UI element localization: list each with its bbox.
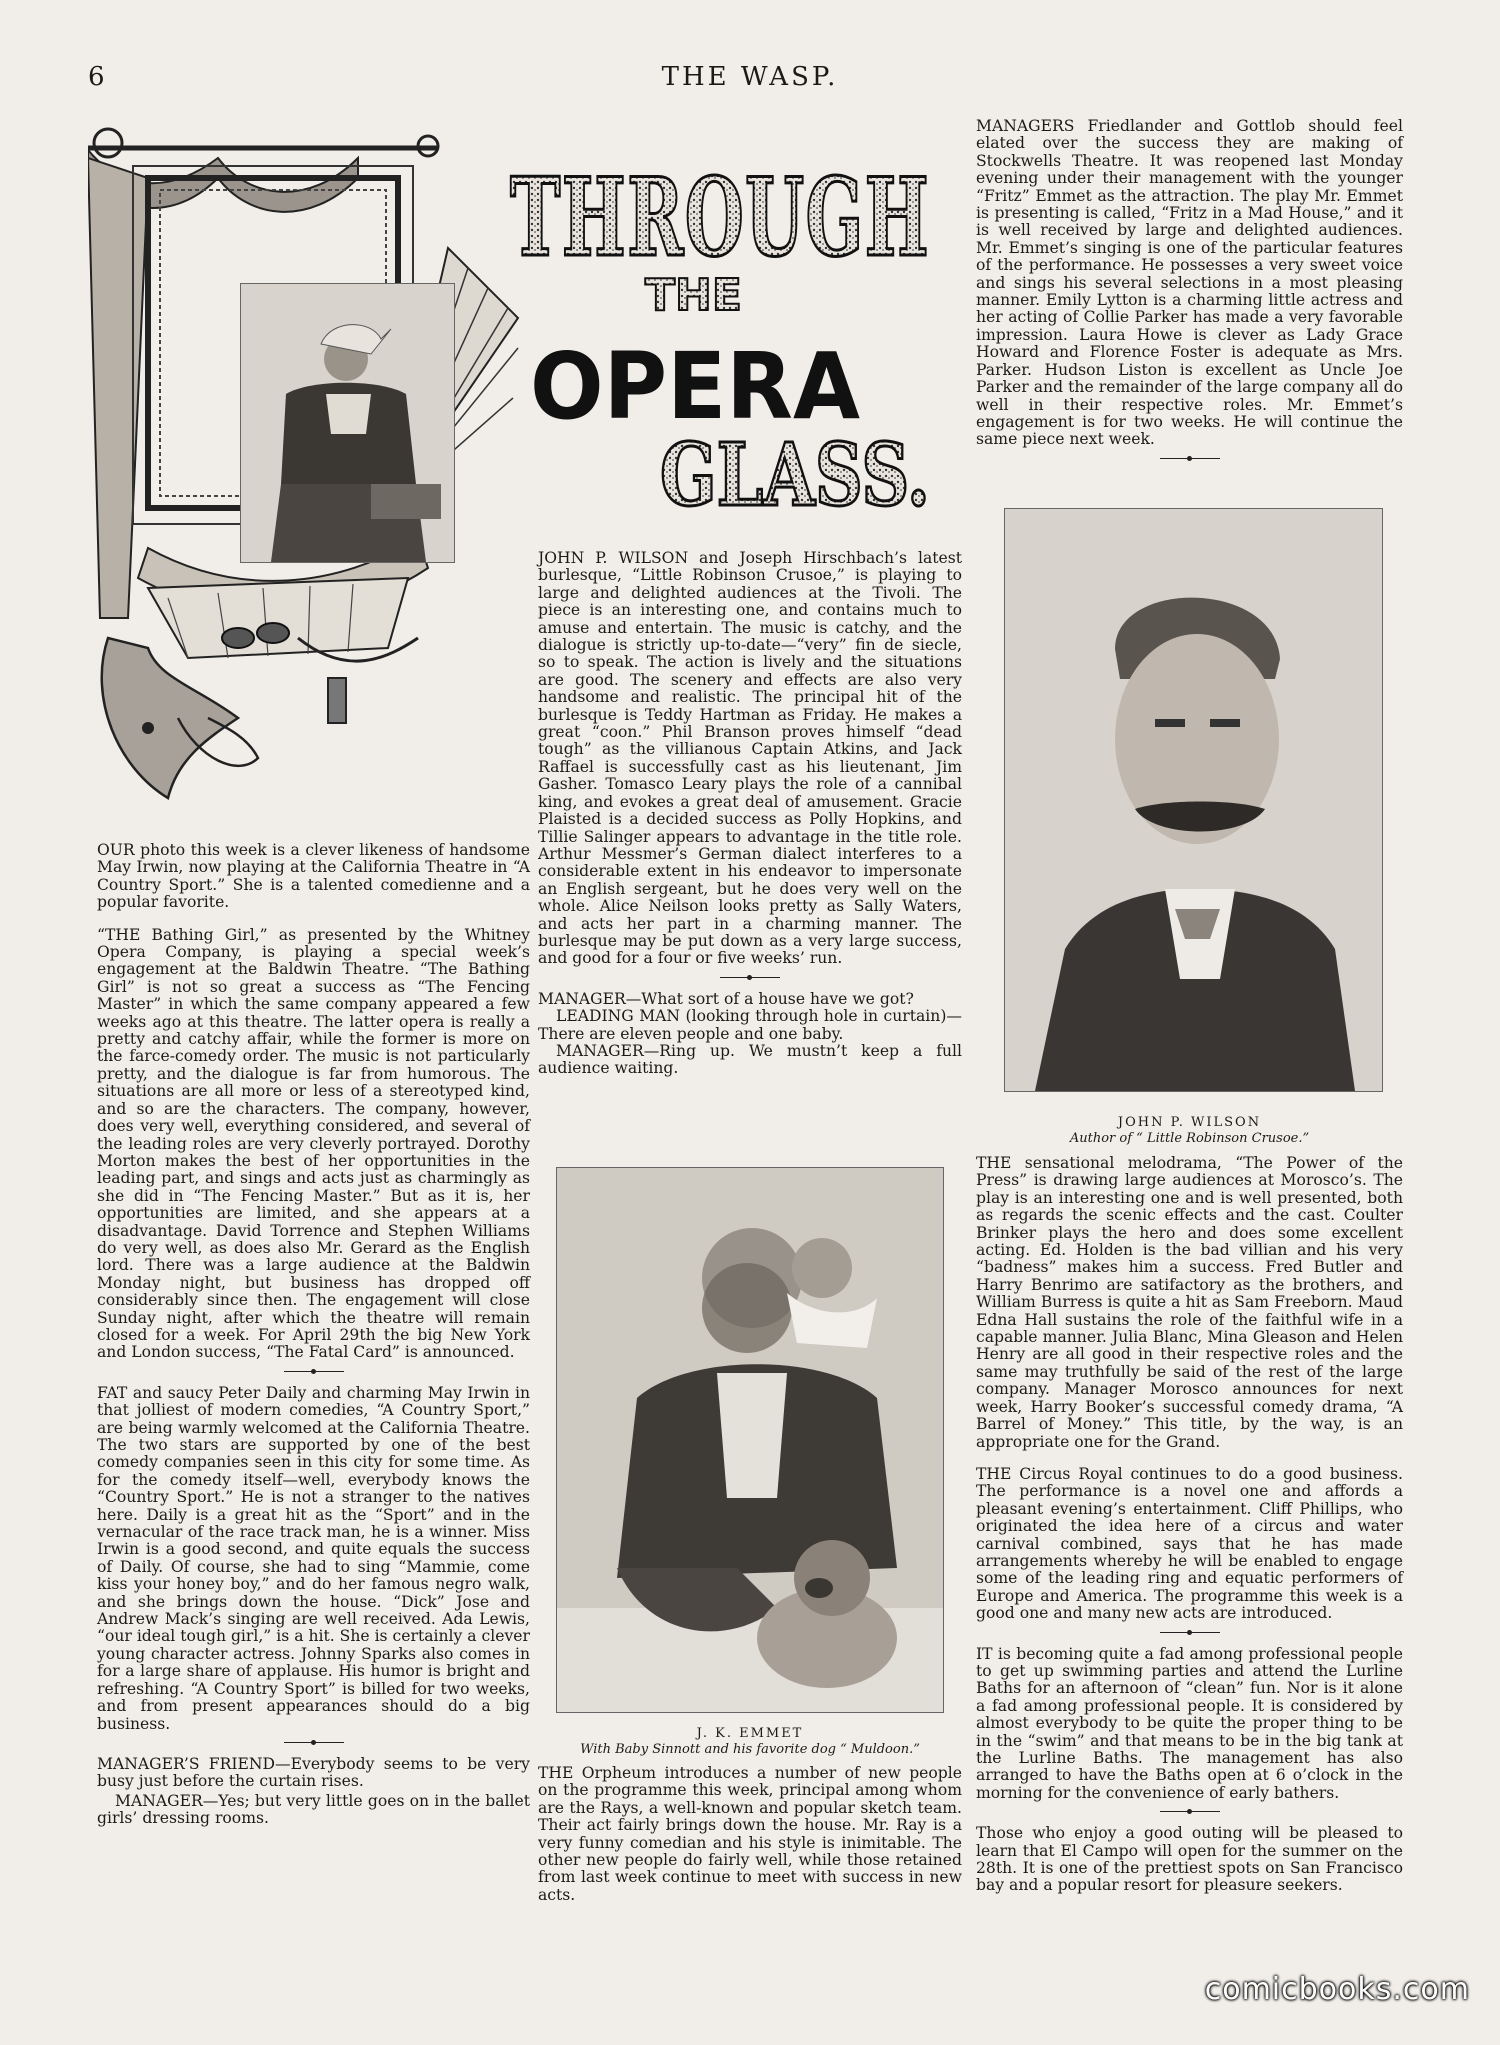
paragraph-country-sport: FAT and saucy Peter Daily and charming May Irwin in that jolliest of modern comedies, “A Country Sport,” are being warmly welcomed at the California Theatre. The two stars are supported by one of the best comedy companies seen in this city for some time. As for the comedy itself—well, everybody knows the “Country Sport.” He is not a stranger to the natives here. Daily is a great hit as the “Sport” and in the vernacular of the race track man, he is a winner. Miss Irwin is a good second, and quite equals the success of Daily. Of course, she had to sing “Mammie, come kiss your honey boy,” and do her famous negro walk, and she brings down the house. “Dick” Jose and Andrew Mack’s singing are well received. Ada Lewis, “our ideal tough girl,” is a hit. She is certainly a clever young character actress. Johnny Sparks also comes in for a large share of applause. His humor is bright and refreshing. “A Country Sport” is billed for two weeks, and from present appearances should do a big business. xyxy=(97,1383,530,1733)
emmet-caption xyxy=(538,1726,962,1758)
paragraph-stockwells: MANAGERS Friedlander and Gottlob should feel elated over the success they are making of Stockwells Theatre. It was reopened last Monday evening under their management with the younger “Fritz” Emmet as the attraction. The play Mr. Emmet is presenting is called, “Fritz in a Mad House,” and it is well received by large and delighted audiences. Mr. Emmet’s singing is one of the particular features of the performance. He possesses a very sweet voice and sings his several selections in a most pleasing manner. Emily Lytton is a charming little actress and her acting of Collie Parker has made a very favorable impression. Laura Howe is clever as Lady Grace Howard and Florence Foster is adequate as Mrs. Parker. Hudson Liston is excellent as Uncle Joe Parker and the remainder of the large company all do well in their respective roles. Mr. Emmet’s engagement is for two weeks. He will continue the same piece next week. xyxy=(976,117,1403,449)
paragraph-bathing-girl: “THE Bathing Girl,” as presented by the Whitney Opera Company, is playing a special week’s engagement at the Baldwin Theatre. “The Bathing Girl” is not so great a success as “The Fencing Master” in which the same company appeared a few weeks ago at this theatre. The latter opera is really a pretty and catchy affair, while the former is more on the farce-comedy order. The music is not particularly pretty, and the dialogue is far from humorous. The situations are all more or less of a stereotyped kind, and so are the characters. The company, however, does very well, everything considered, and several of the leading roles are very cleverly portrayed. Dorothy Morton makes the best of her opportunities in the leading part, and sings and acts just as charmingly as she did in “The Fencing Master.” But as it is, her opportunities are limited, and she appears at a disadvantage. David Torrence and Stephen Williams do very well, as does also Mr. Gerard as the English lord. There was a large audience at the Baldwin Monday night, but business has dropped off considerably since then. The engagement will close Sunday night, after which the theatre will remain closed for a week. For April 29th the big New York and London success, “The Fatal Card” is announced. xyxy=(97,925,530,1362)
section-divider xyxy=(720,977,780,978)
title-glass: GLASS. xyxy=(660,425,930,526)
wilson-caption-name: JOHN P. WILSON xyxy=(1117,1115,1262,1130)
section-divider xyxy=(1160,1632,1220,1633)
column-right xyxy=(976,118,1403,472)
column-middle xyxy=(538,550,962,1093)
section-divider xyxy=(284,1371,344,1372)
column-left xyxy=(97,842,530,1843)
paragraph-ring-up: MANAGER—Ring up. We mustn’t keep a full audience waiting. xyxy=(538,1041,962,1078)
emmet-caption-name: J. K. EMMET xyxy=(696,1726,804,1741)
portrait-photo xyxy=(240,283,455,563)
column-middle-bottom xyxy=(538,1765,962,1919)
paragraph-little-robinson-crusoe: JOHN P. WILSON and Joseph Hirschbach’s latest burlesque, “Little Robinson Crusoe,” is playing to large and delighted audiences at the Tivoli. The piece is an interesting one, and contains much to amuse and entertain. The music is catchy, and the dialogue is strictly up-to-date—“very” fin de siecle, so to speak. The action is lively and the situations are good. The scenery and effects are also very handsome and realistic. The principal hit of the burlesque is Teddy Hartman as Friday. He makes a great “coon.” Phil Branson proves himself “dead tough” as the villianous Captain Atkins, and Jack Raffael is successfully cast as his lieutenant, Jim Gasher. Tomasco Leary plays the role of a cannibal king, and evokes a great deal of amusement. Gracie Plaisted is a decided success as Polly Hopkins, and Tillie Salinger appears to advantage in the title role. Arthur Messmer’s German dialect interferes to a considerable extent in his endeavor to impersonate an English sergeant, but he does very well on the whole. Alice Neilson looks pretty as Sally Waters, and acts her part in a charming manner. The burlesque may be put down as a very large success, and good for a four or five weeks’ run. xyxy=(538,549,962,968)
paragraph-may-irwin: OUR photo this week is a clever likeness of handsome May Irwin, now playing at the California Theatre in “A Country Sport.” She is a talented comedienne and a popular favorite. xyxy=(97,841,530,912)
section-divider xyxy=(1160,1811,1220,1812)
paragraph-manager-reply: MANAGER—Yes; but very little goes on in the ballet girls’ dressing rooms. xyxy=(97,1791,530,1828)
title-opera: OPERA xyxy=(530,333,860,440)
section-divider xyxy=(284,1742,344,1743)
wilson-caption-sub: Author of “ Little Robinson Crusoe.” xyxy=(1069,1131,1310,1146)
paragraph-managers-friend: MANAGER’S FRIEND—Everybody seems to be very busy just before the curtain rises. xyxy=(97,1754,530,1791)
paragraph-orpheum: THE Orpheum introduces a number of new people on the programme this week, principal among whom are the Rays, a well-known and popular sketch team. Their act fairly brings down the house. Mr. Ray is a very funny comedian and his style is inimitable. The other new people do fairly well, while those retained from last week continue to meet with success in new acts. xyxy=(538,1764,962,1904)
paragraph-leading-man: LEADING MAN (looking through hole in curtain)—There are eleven people and one baby. xyxy=(538,1007,962,1043)
watermark: comicbooks.com xyxy=(1204,1972,1470,2007)
page-number: 6 xyxy=(88,62,105,92)
emmet-caption-sub: With Baby Sinnott and his favorite dog “ Muldoon.” xyxy=(580,1742,920,1757)
title-the: THE xyxy=(645,270,742,321)
wilson-photo xyxy=(1004,508,1383,1092)
column-right-bottom xyxy=(976,1155,1403,1910)
paragraph-power-of-the-press: THE sensational melodrama, “The Power of the Press” is drawing large audiences at Morosco’s. The play is an interesting one and is well presented, both as regards the scenic effects and the cast. Coulter Brinker plays the hero and does some excellent acting. Ed. Holden is the bad villian and his very “badness” makes him a success. Fred Butler and Harry Benrimo are satifactory as the brothers, and William Burress is quite a hit as Sam Freeborn. Maud Edna Hall sustains the role of the faithful wife in a capable manner. Julia Blanc, Mina Gleason and Helen Henry are all good in their respective roles and the same may truthfully be said of the rest of the large company. Manager Morosco announces for next week, Harry Booker’s successful comedy drama, “A Barrel of Money.” This title, by the way, is an appropriate one for the Grand. xyxy=(976,1154,1403,1451)
paragraph-manager-question: MANAGER—What sort of a house have we got? xyxy=(538,989,914,1008)
section-divider xyxy=(1160,458,1220,459)
masthead: THE WASP. xyxy=(661,62,839,92)
title-through: THROUGH xyxy=(510,155,930,281)
wilson-caption xyxy=(976,1115,1403,1147)
paragraph-el-campo: Those who enjoy a good outing will be pleased to learn that El Campo will open for the summer on the 28th. It is one of the prettiest spots on San Francisco bay and a popular resort for pleasure seekers. xyxy=(976,1824,1403,1895)
paragraph-lurline-baths: IT is becoming quite a fad among professional people to get up swimming parties and attend the Lurline Baths for an afternoon of “clean” fun. Nor is it alone a fad among professional people. It is considered by almost everybody to be quite the proper thing to be in the “swim” and that means to be in the big tank at the Lurline Baths. The management has also arranged to have the Baths open at 6 o’clock in the morning for the convenience of early bathers. xyxy=(976,1644,1403,1802)
emmet-photo xyxy=(556,1167,944,1713)
paragraph-circus-royal: THE Circus Royal continues to do a good business. The performance is a novel one and affords a pleasant evening’s entertainment. Cliff Phillips, who originated the idea here of a circus and water carnival combined, says that he has made arrangements whereby he will be enabled to engage some of the leading ring and equatic performers of Europe and America. The programme this week is a good one and many new acts are introduced. xyxy=(976,1464,1403,1623)
title-lettering xyxy=(470,150,950,530)
